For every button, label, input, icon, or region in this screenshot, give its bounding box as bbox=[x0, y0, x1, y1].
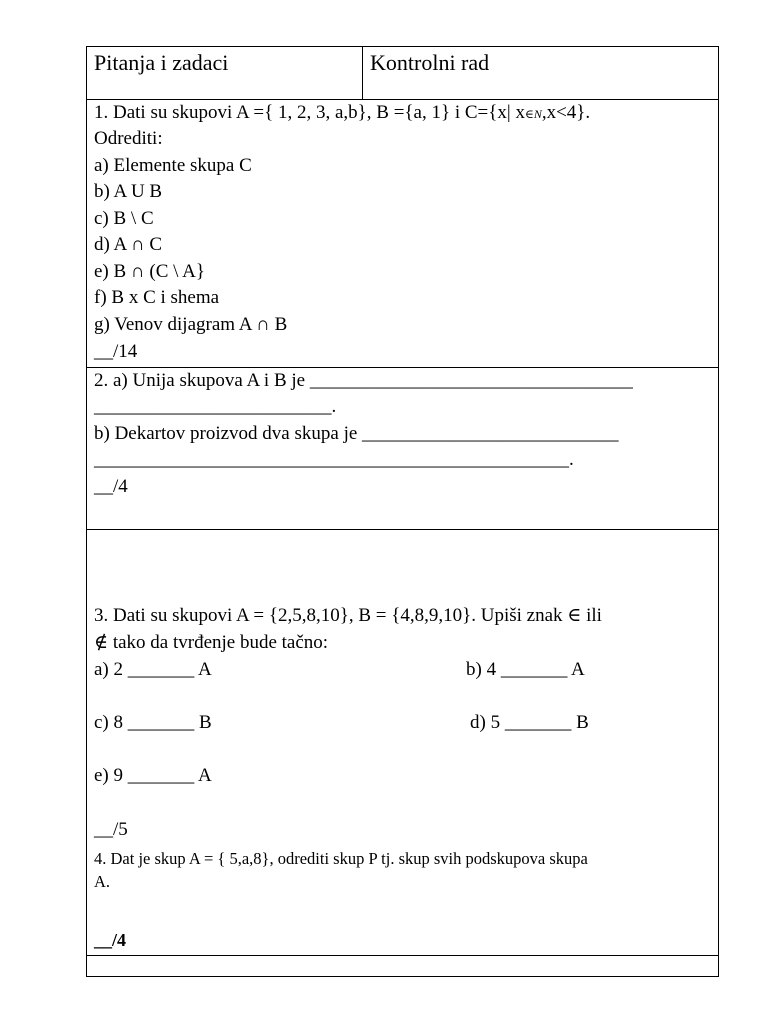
q3-score: __/5 bbox=[94, 819, 128, 840]
q1-statement: 1. Dati su skupovi A ={ 1, 2, 3, a,b}, B ={a, 1} i C={x| x∈N,x<4}. bbox=[94, 102, 591, 123]
question-1 bbox=[87, 100, 718, 368]
q3-instruction: ∉ tako da tvrđenje bude tačno: bbox=[94, 632, 329, 653]
header-questions-label: Pitanja i zadaci bbox=[94, 50, 229, 75]
q1-item-g: g) Venov dijagram A ∩ B bbox=[94, 314, 288, 335]
question-2 bbox=[87, 368, 718, 530]
q2-b-line1: b) Dekartov proizvod dva skupa je ___________________________ bbox=[94, 423, 619, 444]
q2-score: __/4 bbox=[94, 476, 128, 497]
q3-item-e: e) 9 _______ A bbox=[94, 765, 212, 786]
q1-item-d: d) A ∩ C bbox=[94, 234, 163, 255]
q3-item-c: c) 8 _______ B bbox=[94, 712, 212, 733]
q2-a-line2: _________________________. bbox=[94, 396, 337, 417]
q3-item-a: a) 2 _______ A bbox=[94, 659, 212, 680]
q4-statement-cont: A. bbox=[94, 872, 111, 891]
q1-item-a: a) Elemente skupa C bbox=[94, 155, 252, 176]
header-row bbox=[87, 47, 718, 100]
q1-instruction: Odrediti: bbox=[94, 128, 163, 149]
header-test-label: Kontrolni rad bbox=[370, 50, 490, 75]
q2-a-line1: 2. a) Unija skupova A i B je __________________________________ bbox=[94, 370, 633, 391]
q3-item-b: b) 4 _______ A bbox=[466, 659, 585, 680]
q1-score: __/14 bbox=[94, 341, 138, 362]
q2-b-line2: __________________________________________________. bbox=[94, 449, 574, 470]
q3-item-d: d) 5 _______ B bbox=[470, 712, 589, 733]
q1-item-b: b) A U B bbox=[94, 181, 163, 202]
exam-table bbox=[86, 46, 719, 977]
q4-statement: 4. Dat je skup A = { 5,a,8}, odrediti skup P tj. skup svih podskupova skupa bbox=[94, 849, 588, 868]
question-3-4 bbox=[87, 530, 718, 956]
q3-statement: 3. Dati su skupovi A = {2,5,8,10}, B = {4,8,9,10}. Upiši znak ∈ ili bbox=[94, 605, 602, 626]
header-cell-left bbox=[87, 47, 363, 99]
q1-item-c: c) B \ C bbox=[94, 208, 154, 229]
q1-item-e: e) B ∩ (C \ A} bbox=[94, 261, 205, 282]
q4-score: __/4 bbox=[94, 930, 127, 950]
empty-bottom-row bbox=[87, 956, 718, 976]
q1-item-f: f) B x C i shema bbox=[94, 287, 220, 308]
